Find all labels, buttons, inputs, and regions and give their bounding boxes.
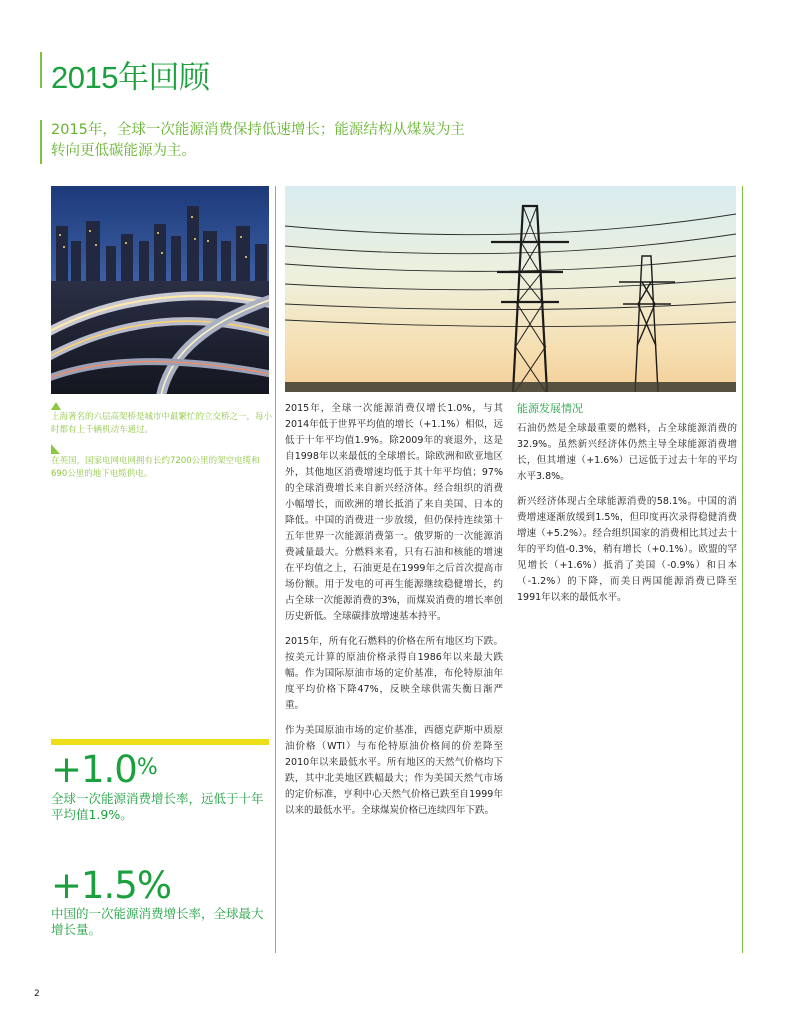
lead-paragraph: 2015年，全球一次能源消费保持低速增长；能源结构从煤炭为主转向更低碳能源为主。 <box>51 122 465 159</box>
stat-desc-china-growth: 中国的一次能源消费增长率，全球最大增长量。 <box>51 906 264 937</box>
stat-value-energy-growth <box>51 750 158 790</box>
section-heading: 能源发展情况 <box>517 402 583 415</box>
body-paragraph: 石油仍然是全球最重要的燃料，占全球能源消费的32.9%。虽然新兴经济体仍然主导全球能源消费增长，但其增速（+1.6%）已远低于过去十年的平均水平3.8%。 <box>517 423 737 482</box>
body-paragraph: 新兴经济体现占全球能源消费的58.1%。中国的消费增速逐渐放缓到1.5%，但印度再次录得稳健消费增速（+5.2%）。经合组织国家的消费相比其过去十年的平均值-0.3%，稍有增长（+0.1%）。欧盟的罕见增长（+1.6%）抵消了美国（-0.9%）和日本（-1.2%）的下降，而美日两国能源消费已降至1991年以来的最低水平。 <box>517 496 737 603</box>
body-paragraph: 作为美国原油市场的定价基准，西德克萨斯中质原油价格（WTI）与布伦特原油价格间的价差降至2010年以来最低水平。所有地区的天然气价格均下跌，其中北美地区跌幅最大；作为美国天然气市场的定价标准，亨利中心天然气价格已跌至自1999年以来的最低水平。全球煤炭价格已连续四年下跌。 <box>285 725 503 816</box>
body-column-right <box>517 401 737 615</box>
triangle-left-icon <box>51 444 61 454</box>
body-paragraph: 2015年，所有化石燃料的价格在所有地区均下跌。按美元计算的原油价格录得自1986年以来最大跌幅。作为国际原油市场的定价基准，布伦特原油年度平均价格下降47%，反映全球供需失衡日渐严重。 <box>285 636 503 711</box>
stat-desc-energy-growth: 全球一次能源消费增长率，远低于十年平均值1.9%。 <box>51 791 264 822</box>
triangle-up-icon <box>51 400 61 410</box>
title-accent-bar <box>40 52 42 88</box>
photo-captions <box>51 400 273 488</box>
power-towers-photo <box>285 186 736 392</box>
page-title: 2015年回顾 <box>51 60 210 95</box>
city-interchange-photo <box>51 186 269 394</box>
lead-accent-bar <box>40 120 42 164</box>
page-number: 2 <box>34 989 40 999</box>
stat-value-china-growth: +1.5% <box>51 864 172 907</box>
stat-number: +1.0 <box>51 748 137 791</box>
right-column-rule <box>742 186 743 953</box>
stat-highlight-bar <box>51 739 269 745</box>
stat-unit: % <box>136 755 158 780</box>
caption-city-photo: 上海著名的六层高架桥是城市中最繁忙的立交桥之一，每小时都有上千辆机动车通过。 <box>51 412 273 435</box>
body-column-left <box>285 401 503 828</box>
left-column-rule <box>275 186 276 953</box>
body-paragraph: 2015年，全球一次能源消费仅增长1.0%，与其2014年低于世界平均值的增长（+1.1%）相似，远低于十年平均值1.9%。除2009年的衰退外，这是自1998年以来最低的全球增长。除欧洲和欧亚地区外，其他地区消费增速均低于其十年平均值；97%的全球消费增长来自新兴经济体。经合组织的消费小幅增长，而欧洲的增长抵消了来自美国、日本的降低。中国的消费进一步放缓，但仍保持连续第十五年世界一次能源消费第一。俄罗斯的一次能源消费减量最大。分燃料来看，只有石油和核能的增速在平均值之上，石油更是在1999年之后首次提高市场份额。用于发电的可再生能源继续稳健增长，约占全球一次能源消费的3%，而煤炭消费的增长率创历史新低。全球碳排放增速基本持平。 <box>285 403 503 622</box>
caption-towers-photo: 在英国，国家电网电网拥有长约7200公里的架空电缆和690公里的地下电缆供电。 <box>51 456 260 479</box>
